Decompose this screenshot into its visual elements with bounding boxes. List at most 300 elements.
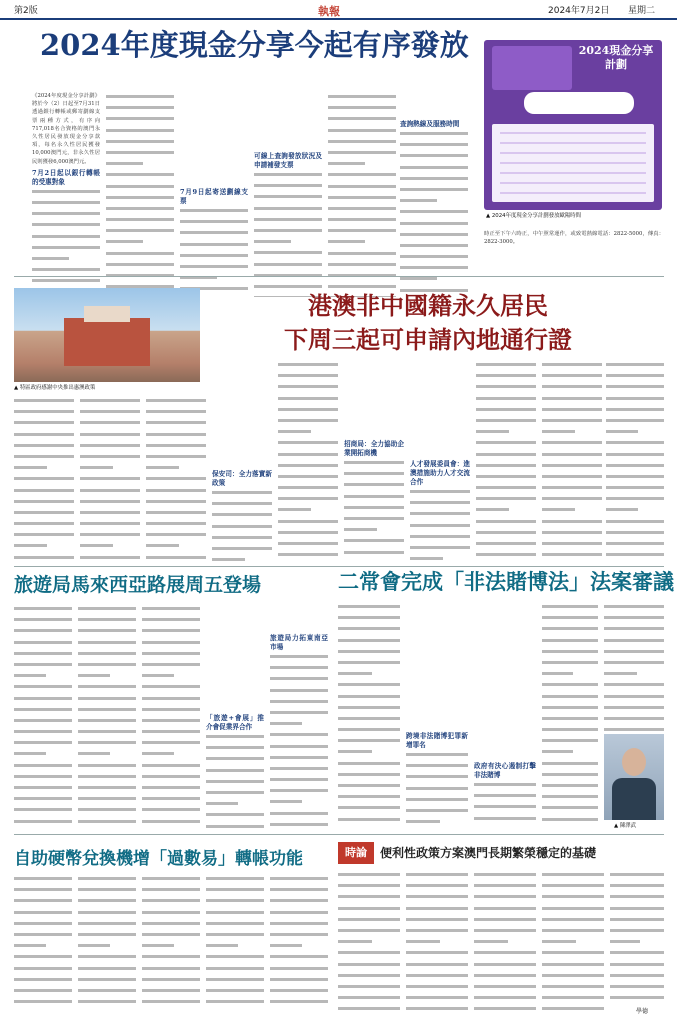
text-line xyxy=(542,605,598,613)
text-line xyxy=(146,544,206,552)
story2-col-3 xyxy=(146,396,206,562)
text-line xyxy=(542,895,604,903)
text-line xyxy=(542,951,604,959)
text-line xyxy=(14,477,74,485)
text-line xyxy=(142,685,200,693)
text-line xyxy=(338,695,400,703)
text-line xyxy=(278,419,338,427)
text-line xyxy=(476,508,536,516)
text-line xyxy=(406,940,468,948)
text-line xyxy=(270,899,328,907)
text-line xyxy=(106,129,174,137)
text-line xyxy=(542,907,604,915)
text-line xyxy=(338,985,400,993)
text-line xyxy=(278,363,338,371)
text-line xyxy=(542,475,602,483)
text-line xyxy=(328,162,396,170)
text-line xyxy=(146,466,206,474)
text-line xyxy=(80,433,140,441)
story4-col-2 xyxy=(406,602,468,828)
text-line xyxy=(78,888,136,896)
text-line xyxy=(474,974,536,982)
text-line xyxy=(344,539,404,547)
text-line xyxy=(80,500,140,508)
story2-col-10 xyxy=(606,360,664,562)
text-line xyxy=(254,218,322,226)
text-line xyxy=(400,154,468,162)
text-line xyxy=(476,385,536,393)
text-line xyxy=(14,989,72,997)
text-line xyxy=(406,1007,468,1010)
text-line xyxy=(14,652,72,660)
text-line xyxy=(474,907,536,915)
text-line xyxy=(206,813,264,821)
story5-col-4 xyxy=(206,874,264,1006)
story2-col-2 xyxy=(80,396,140,562)
text-line xyxy=(78,629,136,637)
text-line xyxy=(542,963,604,971)
text-line xyxy=(604,605,664,613)
story3-col-2 xyxy=(78,604,136,830)
text-line xyxy=(474,794,536,802)
text-line xyxy=(278,408,338,416)
text-line xyxy=(328,106,396,114)
text-line xyxy=(604,616,664,624)
text-line xyxy=(338,728,400,736)
text-line xyxy=(604,695,664,703)
text-line xyxy=(78,607,136,615)
text-line xyxy=(474,996,536,1004)
text-line xyxy=(476,453,536,461)
text-line xyxy=(542,728,598,736)
text-line xyxy=(14,410,74,418)
story2-subhead: 招商局：全力協助企業開拓商機 xyxy=(344,440,404,457)
text-line xyxy=(270,756,328,764)
text-line xyxy=(406,895,468,903)
text-line xyxy=(180,254,248,262)
text-line xyxy=(254,274,322,282)
text-line xyxy=(78,764,136,772)
text-line xyxy=(14,455,74,463)
text-line xyxy=(206,1000,264,1006)
text-line xyxy=(474,895,536,903)
text-line xyxy=(206,933,264,941)
text-line xyxy=(542,1007,604,1010)
text-line xyxy=(78,641,136,649)
text-line xyxy=(142,978,200,986)
text-line xyxy=(610,985,664,993)
text-line xyxy=(106,207,174,215)
text-line xyxy=(142,641,200,649)
infographic-caption: ▲ 2024年度現金分享計劃發放歐陽時間 xyxy=(486,213,582,219)
text-line xyxy=(406,963,468,971)
text-line xyxy=(206,967,264,975)
story2-subhead: 人才發展委員會：進澳措施助力人才交流合作 xyxy=(410,460,470,486)
text-line xyxy=(606,553,664,561)
text-line xyxy=(206,802,264,810)
text-line xyxy=(406,787,468,795)
text-line xyxy=(542,497,602,505)
text-line xyxy=(146,500,206,508)
text-line xyxy=(106,106,174,114)
text-line xyxy=(212,491,272,499)
story4-col-5 xyxy=(604,602,664,732)
text-line xyxy=(542,873,604,881)
text-line xyxy=(542,784,598,792)
text-line xyxy=(270,655,328,663)
text-line xyxy=(542,974,604,982)
text-line xyxy=(14,797,72,805)
text-line xyxy=(406,996,468,1004)
text-line xyxy=(206,989,264,997)
text-line xyxy=(338,762,400,770)
text-line xyxy=(80,511,140,519)
text-line xyxy=(338,1007,400,1010)
text-line xyxy=(106,140,174,148)
text-line xyxy=(338,806,400,814)
text-line xyxy=(542,542,602,550)
text-line xyxy=(206,911,264,919)
text-line xyxy=(328,173,396,181)
text-line xyxy=(344,461,404,469)
text-line xyxy=(254,263,322,271)
text-line xyxy=(14,421,74,429)
text-line xyxy=(142,797,200,805)
text-line xyxy=(80,410,140,418)
text-line xyxy=(542,639,598,647)
text-line xyxy=(542,750,598,758)
text-line xyxy=(270,733,328,741)
text-line xyxy=(32,223,100,231)
text-line xyxy=(476,542,536,550)
text-line xyxy=(142,629,200,637)
text-line xyxy=(142,933,200,941)
top-col-5 xyxy=(328,92,396,297)
text-line xyxy=(606,508,664,516)
text-line xyxy=(32,190,100,198)
text-line xyxy=(338,717,400,725)
story2-subhead: 保安司：全力落實新政策 xyxy=(212,470,272,487)
text-line xyxy=(542,918,604,926)
text-line xyxy=(338,918,400,926)
text-line xyxy=(78,652,136,660)
text-line xyxy=(270,933,328,941)
text-line xyxy=(254,207,322,215)
text-line xyxy=(400,188,468,196)
text-line xyxy=(606,531,664,539)
text-line xyxy=(80,556,140,562)
text-line xyxy=(14,629,72,637)
text-line xyxy=(270,1000,328,1006)
text-line xyxy=(338,661,400,669)
text-line xyxy=(14,775,72,783)
text-line xyxy=(106,162,174,170)
text-line xyxy=(400,210,468,218)
story3-col-4 xyxy=(206,604,264,830)
text-line xyxy=(610,951,664,959)
story5-col-1 xyxy=(14,874,72,1006)
text-line xyxy=(406,820,468,828)
text-line xyxy=(542,464,602,472)
text-line xyxy=(206,735,264,743)
text-line xyxy=(344,506,404,514)
text-line xyxy=(328,140,396,148)
story2-col-8 xyxy=(476,360,536,562)
story2-col-7 xyxy=(410,360,470,562)
text-line xyxy=(106,185,174,193)
story4-col-4 xyxy=(542,602,598,828)
text-line xyxy=(106,173,174,181)
text-line xyxy=(542,706,598,714)
text-line xyxy=(14,641,72,649)
text-line xyxy=(142,808,200,816)
text-line xyxy=(406,974,468,982)
text-line xyxy=(142,663,200,671)
text-line xyxy=(14,741,72,749)
story3-col-1 xyxy=(14,604,72,830)
text-line xyxy=(14,730,72,738)
text-line xyxy=(344,517,404,525)
text-line xyxy=(146,444,206,452)
story5-col-3 xyxy=(142,874,200,1006)
text-line xyxy=(344,483,404,491)
text-line xyxy=(406,884,468,892)
text-line xyxy=(542,773,598,781)
text-line xyxy=(78,967,136,975)
text-line xyxy=(270,700,328,708)
text-line xyxy=(14,922,72,930)
text-line xyxy=(606,385,664,393)
text-line xyxy=(14,674,72,682)
text-line xyxy=(542,695,598,703)
text-line xyxy=(142,618,200,626)
text-line xyxy=(146,511,206,519)
page-number: 第2版 xyxy=(14,6,38,16)
text-line xyxy=(142,967,200,975)
text-line xyxy=(474,951,536,959)
text-line xyxy=(278,464,338,472)
text-line xyxy=(542,531,602,539)
text-line xyxy=(542,661,598,669)
text-line xyxy=(328,252,396,260)
text-line xyxy=(78,752,136,760)
story3-subhead: 旅遊局力拓東南亞市場 xyxy=(270,634,328,651)
story2-photo-caption: ▲ 特區政府感謝中央推出惠澳政策 xyxy=(14,385,96,391)
divider xyxy=(14,276,664,277)
text-line xyxy=(78,663,136,671)
top-subhead: 7月9日起寄送劃線支票 xyxy=(180,188,248,205)
text-line xyxy=(606,397,664,405)
text-line xyxy=(344,495,404,503)
text-line xyxy=(542,385,602,393)
text-line xyxy=(78,899,136,907)
text-line xyxy=(410,512,470,520)
text-line xyxy=(14,933,72,941)
text-line xyxy=(474,940,536,948)
text-line xyxy=(78,955,136,963)
text-line xyxy=(14,522,74,530)
text-line xyxy=(474,1007,536,1010)
text-line xyxy=(278,453,338,461)
text-line xyxy=(406,873,468,881)
text-line xyxy=(270,689,328,697)
text-line xyxy=(542,985,604,993)
text-line xyxy=(604,661,664,669)
newspaper-logo: 執報 xyxy=(318,5,340,18)
divider xyxy=(14,834,664,835)
text-line xyxy=(142,944,200,952)
photo-government-building xyxy=(14,288,200,382)
text-line xyxy=(328,151,396,159)
text-line xyxy=(400,166,468,174)
text-line xyxy=(542,940,604,948)
issue-date: 2024年7月2日 xyxy=(548,6,610,16)
text-line xyxy=(142,955,200,963)
text-line xyxy=(206,780,264,788)
text-line xyxy=(278,531,338,539)
text-line xyxy=(542,650,598,658)
text-line xyxy=(278,441,338,449)
text-line xyxy=(80,399,140,407)
contact-text: 時正至下午六時正，中午照常運作，或致電熱線電話：2822-5000，傳真：2822-3000。 xyxy=(484,231,664,246)
text-line xyxy=(180,209,248,217)
text-line xyxy=(606,374,664,382)
text-line xyxy=(14,466,74,474)
text-line xyxy=(278,520,338,528)
text-line xyxy=(344,472,404,480)
text-line xyxy=(78,775,136,783)
text-line xyxy=(142,911,200,919)
editorial-col-2 xyxy=(406,870,468,1010)
text-line xyxy=(78,922,136,930)
text-line xyxy=(604,650,664,658)
text-line xyxy=(400,266,468,274)
text-line xyxy=(254,195,322,203)
text-line xyxy=(406,798,468,806)
top-headline: 2024年度現金分享今起有序發放 xyxy=(40,28,469,62)
text-line xyxy=(606,430,664,438)
text-line xyxy=(270,967,328,975)
text-line xyxy=(606,497,664,505)
editorial-col-3 xyxy=(474,870,536,1010)
text-line xyxy=(610,929,664,937)
top-col-1 xyxy=(32,92,100,297)
text-line xyxy=(338,963,400,971)
text-line xyxy=(542,683,598,691)
text-line xyxy=(146,410,206,418)
text-line xyxy=(604,672,664,680)
text-line xyxy=(542,453,602,461)
story3-subhead: 「旅遊+會展」推介會促業界合作 xyxy=(206,714,264,731)
text-line xyxy=(610,996,664,1002)
text-line xyxy=(142,674,200,682)
text-line xyxy=(270,955,328,963)
text-line xyxy=(400,177,468,185)
text-line xyxy=(344,551,404,559)
text-line xyxy=(14,533,74,541)
text-line xyxy=(606,363,664,371)
text-line xyxy=(78,697,136,705)
text-line xyxy=(106,229,174,237)
text-line xyxy=(542,818,598,826)
text-line xyxy=(474,805,536,813)
text-line xyxy=(606,441,664,449)
text-line xyxy=(14,955,72,963)
text-line xyxy=(338,627,400,635)
text-line xyxy=(32,212,100,220)
text-line xyxy=(278,374,338,382)
text-line xyxy=(476,486,536,494)
text-line xyxy=(78,808,136,816)
text-line xyxy=(474,817,536,825)
text-line xyxy=(142,730,200,738)
text-line xyxy=(338,616,400,624)
text-line xyxy=(400,143,468,151)
text-line xyxy=(142,652,200,660)
text-line xyxy=(406,753,468,761)
text-line xyxy=(180,231,248,239)
text-line xyxy=(406,951,468,959)
text-line xyxy=(542,486,602,494)
text-line xyxy=(476,475,536,483)
text-line xyxy=(146,533,206,541)
story5-col-5 xyxy=(270,874,328,1006)
cash-share-infographic xyxy=(484,40,662,210)
top-col-6 xyxy=(400,92,468,297)
text-line xyxy=(14,978,72,986)
text-line xyxy=(14,489,74,497)
text-line xyxy=(14,1000,72,1006)
text-line xyxy=(476,363,536,371)
text-line xyxy=(254,251,322,259)
text-line xyxy=(338,683,400,691)
text-line xyxy=(338,773,400,781)
text-line xyxy=(338,784,400,792)
text-line xyxy=(542,717,598,725)
text-line xyxy=(14,786,72,794)
text-line xyxy=(542,363,602,371)
text-line xyxy=(338,750,400,758)
text-line xyxy=(14,511,74,519)
text-line xyxy=(146,489,206,497)
text-line xyxy=(32,257,100,265)
text-line xyxy=(78,797,136,805)
text-line xyxy=(542,508,602,516)
text-line xyxy=(278,430,338,438)
top-col-2 xyxy=(106,92,174,297)
text-line xyxy=(476,553,536,561)
text-line xyxy=(146,556,206,562)
text-line xyxy=(328,229,396,237)
top-lead: 《2024年度現金分享計劃》將於今（2）日起至7月31日透過銀行轉帳或郵寄劃線支票兩種方式，有序向717,018名合資格的澳門永久性居民發放現金分享款項，每名永久性居民獲發10,000澳門元，非永久性居民則獲發6,000澳門元。 xyxy=(32,93,100,165)
text-line xyxy=(78,1000,136,1006)
text-line xyxy=(338,974,400,982)
text-line xyxy=(410,501,470,509)
text-line xyxy=(328,196,396,204)
text-line xyxy=(542,441,602,449)
text-line xyxy=(610,873,664,881)
text-line xyxy=(604,706,664,714)
text-line xyxy=(338,639,400,647)
story5-headline: 自助硬幣兌換機增「過數易」轉帳功能 xyxy=(14,849,303,869)
text-line xyxy=(80,522,140,530)
text-line xyxy=(410,524,470,532)
text-line xyxy=(474,985,536,993)
text-line xyxy=(278,385,338,393)
story3-col-3 xyxy=(142,604,200,830)
text-line xyxy=(270,911,328,919)
text-line xyxy=(542,627,598,635)
